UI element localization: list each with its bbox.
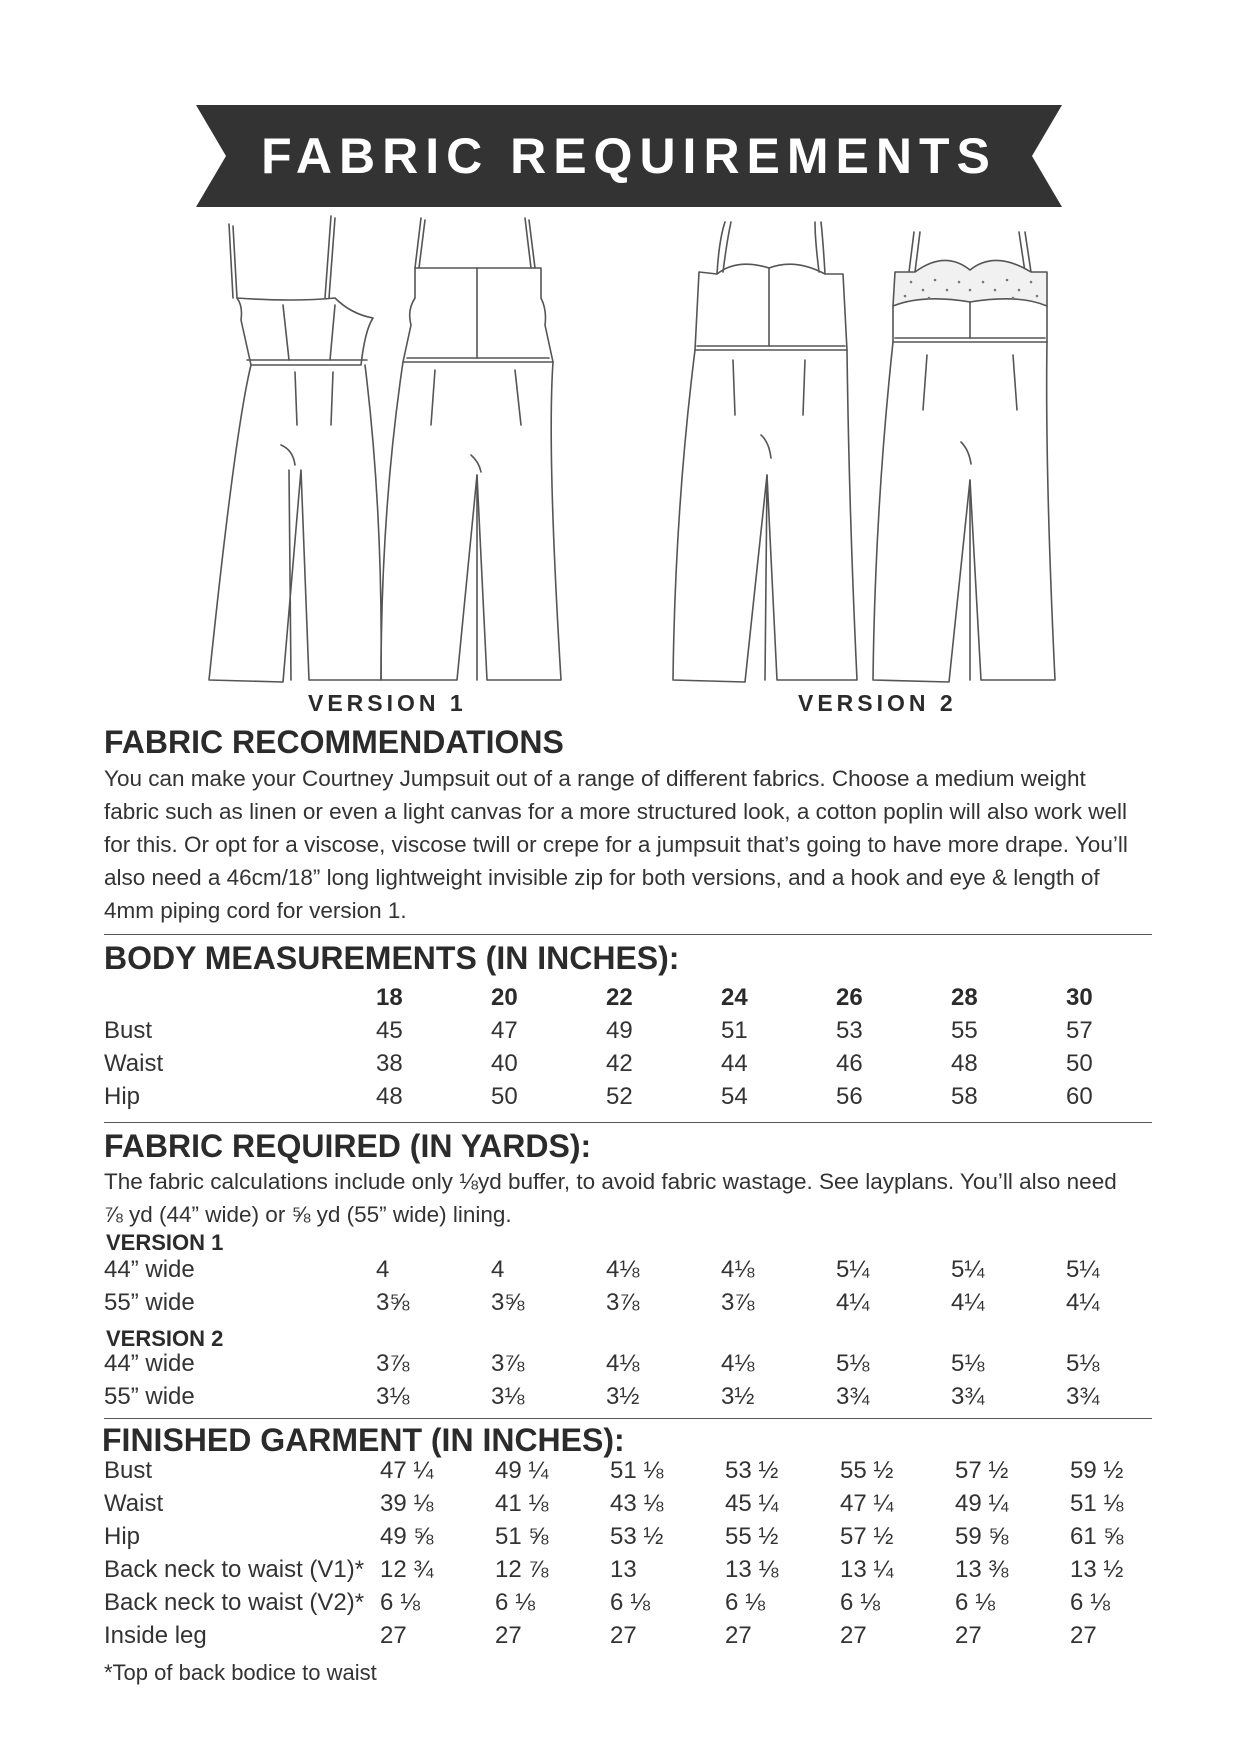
size-heading: 30 [1066,984,1093,1011]
cell: 48 [376,1083,403,1110]
cell: 3⅞ [491,1350,525,1377]
version-1-illustration [185,210,595,695]
cell: 44 [721,1050,748,1077]
cell: 5⅛ [836,1350,870,1377]
table-row [104,1083,1164,1116]
cell: 59 ½ [1070,1457,1124,1484]
section-divider [104,1418,1152,1419]
finished-garment-heading: FINISHED GARMENT (IN INCHES): [102,1422,625,1458]
cell: 57 ½ [840,1523,894,1550]
cell: 57 ½ [955,1457,1009,1484]
text-line: for this. Or opt for a viscose, viscose twill or crepe for a jumpsuit that’s going to have more drape. You’ll [104,832,1128,857]
cell: 60 [1066,1083,1093,1110]
version-1-subheading: VERSION 1 [106,1230,224,1255]
cell: 4⅛ [606,1350,640,1377]
cell: 6 ⅛ [955,1589,996,1616]
cell: 13 [610,1556,637,1583]
cell: 49 ¼ [495,1457,549,1484]
cell: 55 ½ [725,1523,779,1550]
cell: 3¾ [951,1383,985,1410]
size-heading: 28 [951,984,978,1011]
cell: 51 ⅝ [495,1523,549,1550]
cell: 5¼ [951,1256,985,1283]
table-row [104,1622,1164,1655]
cell: 5⅛ [1066,1350,1100,1377]
cell: 51 ⅛ [610,1457,664,1484]
row-label: Back neck to waist (V2)* [104,1589,365,1616]
text-line: ⅞ yd (44” wide) or ⅝ yd (55” wide) lining. [104,1202,512,1227]
cell: 55 [951,1017,978,1044]
size-heading: 18 [376,984,403,1011]
cell: 53 ½ [610,1523,664,1550]
cell: 42 [606,1050,633,1077]
cell: 48 [951,1050,978,1077]
row-label: Bust [104,1017,153,1044]
table-row [104,1490,1164,1523]
cell: 12 ¾ [380,1556,434,1583]
cell: 57 [1066,1017,1093,1044]
table-row [104,1383,1164,1416]
cell: 49 ⅝ [380,1523,434,1550]
size-heading: 24 [721,984,748,1011]
table-row [104,1350,1164,1383]
section-divider [104,934,1152,935]
cell: 13 ½ [1070,1556,1124,1583]
row-label: 44” wide [104,1350,195,1377]
cell: 61 ⅝ [1070,1523,1124,1550]
cell: 4⅛ [721,1350,755,1377]
size-heading: 26 [836,984,863,1011]
cell: 3¾ [836,1383,870,1410]
cell: 6 ⅛ [725,1589,766,1616]
cell: 6 ⅛ [610,1589,651,1616]
cell: 27 [725,1622,752,1649]
text-line: You can make your Courtney Jumpsuit out of a range of different fabrics. Choose a medium weight [104,766,1086,791]
cell: 5¼ [836,1256,870,1283]
cell: 43 ⅛ [610,1490,664,1517]
cell: 13 ¼ [840,1556,894,1583]
row-label: Hip [104,1523,141,1550]
footnote: *Top of back bodice to waist [104,1660,377,1685]
page-title: FABRIC REQUIREMENTS [261,128,997,184]
cell: 46 [836,1050,863,1077]
cell: 27 [955,1622,982,1649]
table-row [104,1457,1164,1490]
cell: 39 ⅛ [380,1490,434,1517]
cell: 3⅞ [376,1350,410,1377]
table-row [104,1589,1164,1622]
table-row [104,1523,1164,1556]
text-line: also need a 46cm/18” long lightweight invisible zip for both versions, and a hook and eye & length of [104,865,1100,890]
version-2-label: VERSION 2 [798,690,957,716]
cell: 4 [376,1256,390,1283]
row-label: Bust [104,1457,153,1484]
row-label: Inside leg [104,1622,207,1649]
table-row [104,1556,1164,1589]
cell: 3⅞ [606,1289,640,1316]
row-label: 55” wide [104,1289,195,1316]
version-1-label: VERSION 1 [308,690,467,716]
cell: 3⅞ [721,1289,755,1316]
table-row [104,1050,1164,1083]
cell: 45 [376,1017,403,1044]
version-2-subheading: VERSION 2 [106,1326,224,1351]
cell: 58 [951,1083,978,1110]
fabric-required-text [104,1165,1164,1231]
cell: 27 [495,1622,522,1649]
cell: 27 [380,1622,407,1649]
cell: 47 [491,1017,518,1044]
cell: 52 [606,1083,633,1110]
text-line: 4mm piping cord for version 1. [104,898,407,923]
row-label: Back neck to waist (V1)* [104,1556,365,1583]
row-label: Waist [104,1050,164,1077]
row-label: Hip [104,1083,141,1110]
text-line: fabric such as linen or even a light canvas for a more structured look, a cotton poplin will also work well [104,799,1127,824]
row-label: 44” wide [104,1256,195,1283]
cell: 49 [606,1017,633,1044]
row-label: 55” wide [104,1383,195,1410]
cell: 47 ¼ [840,1490,894,1517]
table-row [104,1289,1164,1322]
cell: 3⅛ [376,1383,410,1410]
cell: 5¼ [1066,1256,1100,1283]
fabric-required-heading: FABRIC REQUIRED (IN YARDS): [104,1128,592,1164]
cell: 53 [836,1017,863,1044]
cell: 12 ⅞ [495,1556,549,1583]
size-header-row [104,984,1164,1017]
cell: 27 [610,1622,637,1649]
body-measurements-heading: BODY MEASUREMENTS (IN INCHES): [104,940,680,976]
cell: 50 [1066,1050,1093,1077]
cell: 4⅛ [721,1256,755,1283]
cell: 5⅛ [951,1350,985,1377]
cell: 4 [491,1256,505,1283]
cell: 27 [1070,1622,1097,1649]
cell: 6 ⅛ [380,1589,421,1616]
section-divider [104,1122,1152,1123]
cell: 47 ¼ [380,1457,434,1484]
cell: 50 [491,1083,518,1110]
size-heading: 22 [606,984,633,1011]
cell: 56 [836,1083,863,1110]
cell: 3¾ [1066,1383,1100,1410]
version-1-front-view [209,216,381,682]
cell: 45 ¼ [725,1490,779,1517]
version-2-front-view [673,222,857,682]
cell: 27 [840,1622,867,1649]
cell: 4⅛ [606,1256,640,1283]
cell: 51 [721,1017,748,1044]
text-line: The fabric calculations include only ⅛yd buffer, to avoid fabric wastage. See layplans. You’ll also need [104,1169,1117,1194]
table-row [104,1017,1164,1050]
cell: 41 ⅛ [495,1490,549,1517]
version-1-back-view [381,218,561,680]
cell: 3½ [721,1383,755,1410]
cell: 38 [376,1050,403,1077]
cell: 6 ⅛ [840,1589,881,1616]
cell: 4¼ [1066,1289,1100,1316]
recommendations-heading: FABRIC RECOMMENDATIONS [104,724,564,760]
cell: 55 ½ [840,1457,894,1484]
cell: 53 ½ [725,1457,779,1484]
cell: 51 ⅛ [1070,1490,1124,1517]
size-heading: 20 [491,984,518,1011]
cell: 13 ⅛ [725,1556,779,1583]
cell: 4¼ [836,1289,870,1316]
cell: 40 [491,1050,518,1077]
cell: 49 ¼ [955,1490,1009,1517]
row-label: Waist [104,1490,164,1517]
version-2-illustration [665,210,1095,695]
cell: 54 [721,1083,748,1110]
cell: 3⅛ [491,1383,525,1410]
cell: 6 ⅛ [1070,1589,1111,1616]
version-2-back-view [873,232,1055,682]
cell: 3½ [606,1383,640,1410]
table-row [104,1256,1164,1289]
cell: 3⅝ [376,1289,410,1316]
cell: 13 ⅜ [955,1556,1009,1583]
cell: 3⅝ [491,1289,525,1316]
cell: 6 ⅛ [495,1589,536,1616]
recommendations-text [104,762,1164,927]
cell: 4¼ [951,1289,985,1316]
cell: 59 ⅝ [955,1523,1009,1550]
title-banner [196,105,1062,207]
